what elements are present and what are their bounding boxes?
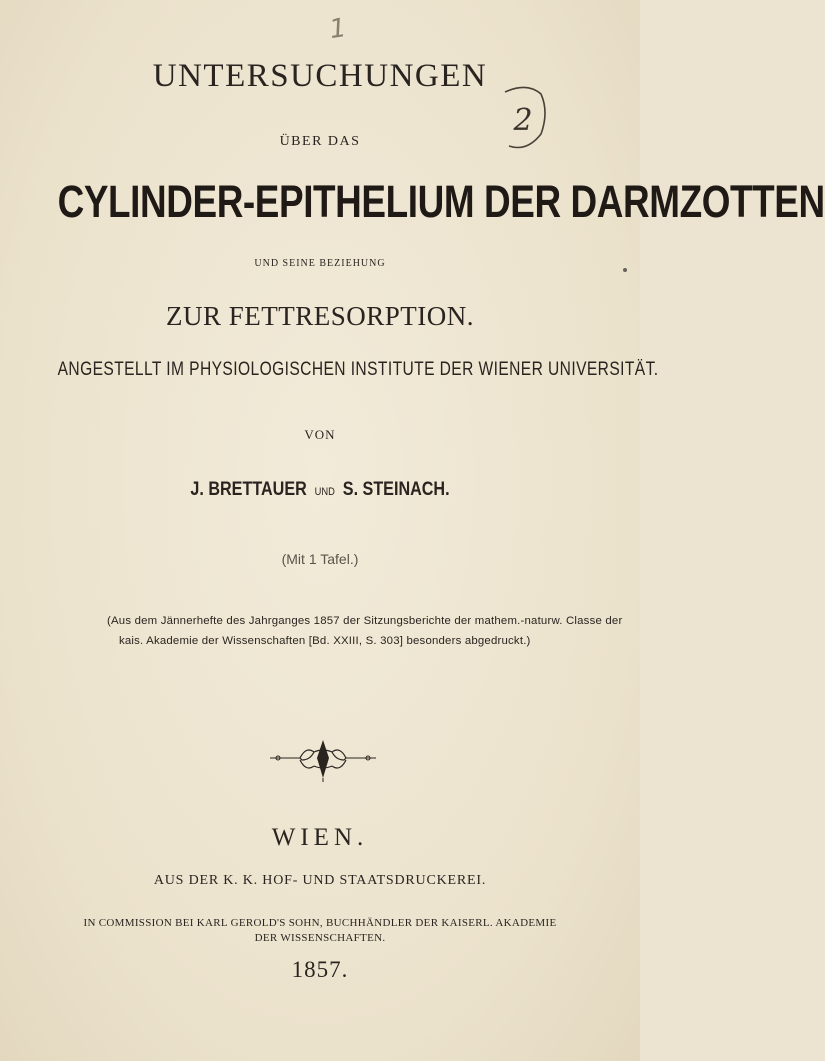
authors-line [48,479,592,501]
authors-und: UND [314,486,335,498]
von-label: VON [304,427,336,442]
printer-ornament-icon [270,738,376,782]
commission-line-2: DER WISSENSCHAFTEN. [254,932,386,944]
author-brettauer: J. BRETTAUER [190,479,307,500]
place-wien: WIEN. [271,824,369,851]
author-steinach: S. STEINACH. [342,479,450,500]
main-title: CYLINDER-EPITHELIUM DER DARMZOTTEN [57,176,825,227]
circled-number: 2 [513,103,533,138]
subtitle-ueber: ÜBER DAS [279,134,361,149]
subtitle-und-seine: UND SEINE BEZIEHUNG [254,258,386,269]
institute-line: ANGESTELLT IM PHYSIOLOGISCHEN INSTITUTE DER WIENER UNIVERSITÄT. [57,359,659,380]
mit-tafel-note: (Mit 1 Tafel.) [281,551,359,567]
commission-block [0,916,640,946]
printer-line: AUS DER K. K. HOF- UND STAATSDRUCKEREI. [153,873,487,888]
pencil-mark: 1 [327,12,349,46]
ink-dot [623,268,627,272]
offprint-note: (Aus dem Jännerhefte des Jahrganges 1857 der Sitzungsberichte der mathem.-naturw. Classe der kais. Akademie der Wissenschaften [Bd. XXIII, S. 303] besonders abgedruckt.) [107,615,623,647]
commission-line-1: IN COMMISSION BEI KARL GEROLD'S SOHN, BUCHHÄNDLER DER KAISERL. AKADEMIE [83,917,557,929]
subtitle-zur: ZUR FETTRESORPTION. [165,301,475,331]
title-untersuchungen: UNTERSUCHUNGEN [152,58,488,94]
publication-year: 1857. [291,957,349,982]
